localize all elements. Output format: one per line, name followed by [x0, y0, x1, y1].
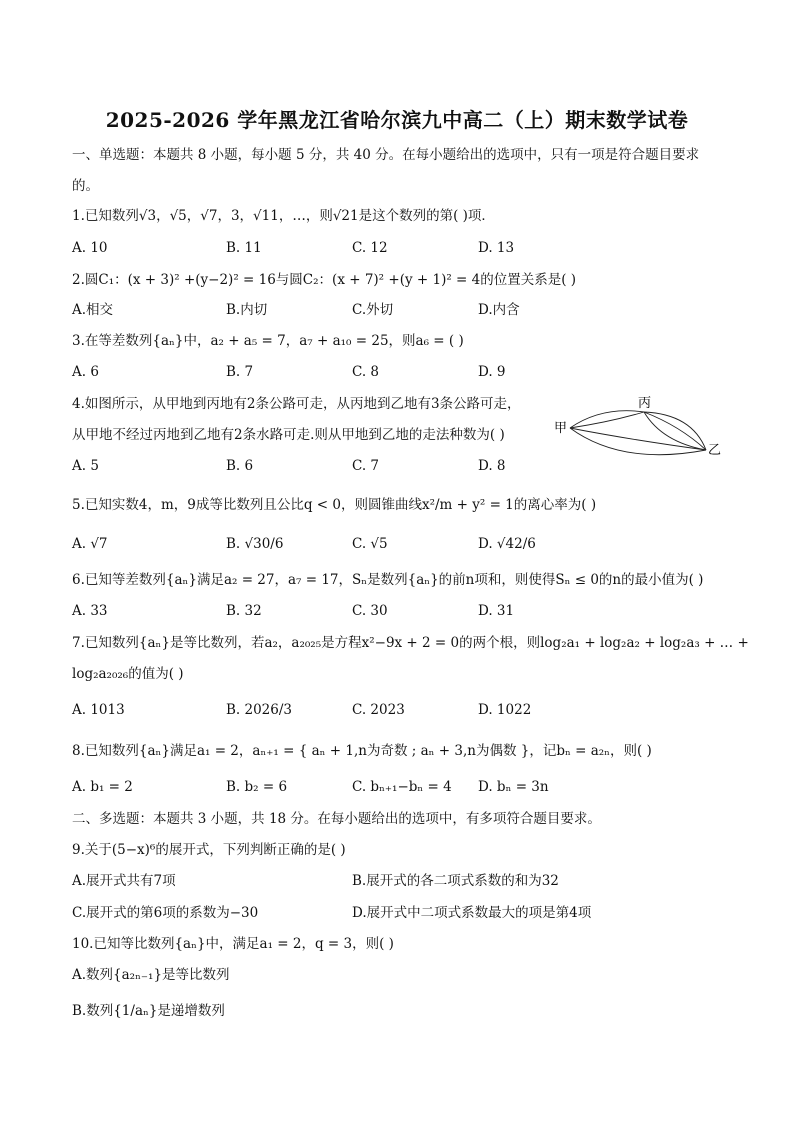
question-4-option-c: C. 7 [352, 458, 380, 474]
question-5-option-b: B. √30/6 [226, 536, 284, 552]
question-1-option-a: A. 10 [72, 240, 108, 256]
question-6-stem: 6.已知等差数列{aₙ}满足a₂ = 27，a₇ = 17，Sₙ是数列{aₙ}的前n项和，则使得Sₙ ≤ 0的n的最小值为( ) [72, 572, 704, 588]
question-2-option-a: A.相交 [72, 302, 114, 318]
question-3-stem: 3.在等差数列{aₙ}中，a₂ + a₅ = 7，a₇ + a₁₀ = 25，则a₆ = ( ) [72, 333, 464, 349]
question-6-option-c: C. 30 [352, 603, 388, 619]
question-5-option-c: C. √5 [352, 536, 388, 552]
question-3-option-a: A. 6 [72, 364, 99, 380]
question-4-stem-line-2: 从甲地不经过丙地到乙地有2条水路可走.则从甲地到乙地的走法种数为( ) [72, 427, 505, 443]
question-5-stem: 5.已知实数4，m，9成等比数列且公比q < 0，则圆锥曲线x²/m + y² = 1的离心率为( ) [72, 497, 597, 513]
question-9-option-a: A.展开式共有7项 [72, 873, 176, 889]
section-1-heading-cont: 的。 [72, 178, 99, 194]
question-8-stem: 8.已知数列{aₙ}满足a₁ = 2，aₙ₊₁ = { aₙ + 1,n为奇数 ; aₙ + 3,n为偶数 }，记bₙ = a₂ₙ，则( ) [72, 743, 652, 759]
road-jia-bing-1 [570, 411, 644, 428]
road-jia-bing-2 [570, 412, 644, 428]
question-7-option-d: D. 1022 [478, 702, 532, 718]
question-9-stem: 9.关于(5−x)⁶的展开式，下列判断正确的是( ) [72, 842, 346, 858]
question-7-stem-line-2: log₂a₂₀₂₆的值为( ) [72, 666, 184, 682]
question-2-option-d: D.内含 [478, 302, 520, 318]
question-4-option-d: D. 8 [478, 458, 506, 474]
question-7-stem-line-1: 7.已知数列{aₙ}是等比数列，若a₂，a₂₀₂₅是方程x²−9x + 2 = 0的两个根，则log₂a₁ + log₂a₂ + log₂a₃ + … + [72, 635, 749, 651]
question-9-option-d: D.展开式中二项式系数最大的项是第4项 [352, 905, 592, 921]
road-bing-yi-1 [644, 412, 706, 450]
question-1-option-b: B. 11 [226, 240, 262, 256]
diagram-label-yi: 乙 [708, 443, 722, 458]
question-10-option-a: A.数列{a₂ₙ₋₁}是等比数列 [72, 967, 230, 983]
question-8-option-b: B. b₂ = 6 [226, 779, 288, 795]
question-6-option-d: D. 31 [478, 603, 515, 619]
question-3-option-c: C. 8 [352, 364, 380, 380]
question-2-stem: 2.圆C₁：(x + 3)² +(y−2)² = 16与圆C₂：(x + 7)² +(y + 1)² = 4的位置关系是( ) [72, 272, 577, 288]
question-1-option-d: D. 13 [478, 240, 515, 256]
question-1-option-c: C. 12 [352, 240, 388, 256]
question-6-option-a: A. 33 [72, 603, 108, 619]
route-diagram [552, 392, 724, 462]
question-4-option-b: B. 6 [226, 458, 254, 474]
question-2-option-b: B.内切 [226, 302, 268, 318]
question-4-option-a: A. 5 [72, 458, 99, 474]
question-8-option-d: D. bₙ = 3n [478, 779, 549, 795]
question-9-option-c: C.展开式的第6项的系数为−30 [72, 905, 259, 921]
section-1-heading: 一、单选题：本题共 8 小题，每小题 5 分，共 40 分。在每小题给出的选项中，只有一项是符合题目要求 [72, 147, 700, 163]
question-1-stem: 1.已知数列√3，√5，√7，3，√11，…，则√21是这个数列的第( )项． [72, 208, 495, 224]
water-route-1 [570, 428, 706, 450]
question-5-option-d: D. √42/6 [478, 536, 536, 552]
question-7-option-a: A. 1013 [72, 702, 125, 718]
question-8-option-a: A. b₁ = 2 [72, 779, 133, 795]
question-3-option-d: D. 9 [478, 364, 506, 380]
diagram-label-bing: 丙 [638, 396, 652, 411]
question-2-option-c: C.外切 [352, 302, 394, 318]
question-7-option-c: C. 2023 [352, 702, 405, 718]
question-6-option-b: B. 32 [226, 603, 262, 619]
page-title: 2025-2026 学年黑龙江省哈尔滨九中高二（上）期末数学试卷 [105, 108, 689, 132]
question-10-option-b: B.数列{1/aₙ}是递增数列 [72, 1003, 225, 1019]
question-4-stem-line-1: 4.如图所示，从甲地到丙地有2条公路可走，从丙地到乙地有3条公路可走， [72, 396, 521, 412]
question-7-option-b: B. 2026/3 [226, 702, 292, 718]
question-5-option-a: A. √7 [72, 536, 108, 552]
section-2-heading: 二、多选题：本题共 3 小题，共 18 分。在每小题给出的选项中，有多项符合题目要求。 [72, 811, 601, 827]
question-3-option-b: B. 7 [226, 364, 254, 380]
diagram-label-jia: 甲 [554, 421, 568, 436]
question-10-stem: 10.已知等比数列{aₙ}中，满足a₁ = 2，q = 3，则( ) [72, 936, 394, 952]
question-8-option-c: C. bₙ₊₁−bₙ = 4 [352, 779, 452, 795]
question-9-option-b: B.展开式的各二项式系数的和为32 [352, 873, 559, 889]
